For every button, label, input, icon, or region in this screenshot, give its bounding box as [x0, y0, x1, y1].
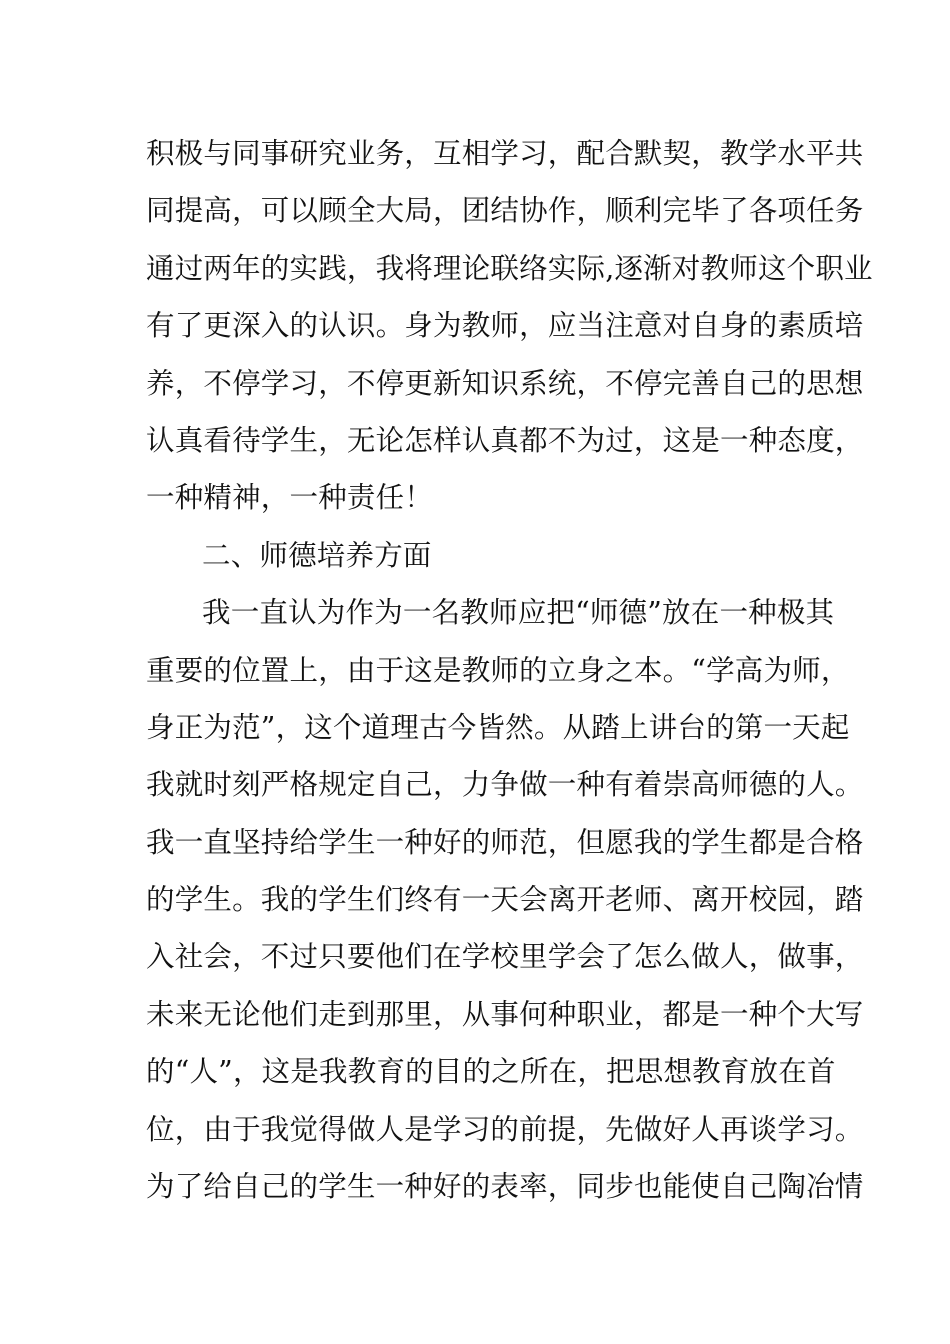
text-line: 通过两年的实践，我将理论联络实际,逐渐对教师这个职业 — [146, 251, 873, 285]
text-line: 积极与同事研究业务，互相学习，配合默契，教学水平共 — [146, 137, 864, 170]
text-line: 认真看待学生，无论怎样认真都不为过，这是一种态度， — [146, 423, 864, 457]
text-line: 有了更深入的认识。身为教师，应当注意对自身的素质培 — [146, 309, 864, 343]
text-line: 入社会，不过只要他们在学校里学会了怎么做人，做事， — [146, 940, 864, 974]
text-line: 我一直认为作为一名教师应把“师德”放在一种极其 — [202, 596, 835, 630]
text-line: 的学生。我的学生们终有一天会离开老师、离开校园，踏 — [146, 883, 864, 917]
text-line: 为了给自己的学生一种好的表率，同步也能使自己陶冶情 — [146, 1170, 864, 1204]
text-line: 一种精神，一种责任！ — [146, 481, 434, 515]
section-heading: 二、师德培养方面 — [202, 538, 432, 572]
text-line: 身正为范”，这个道理古今皆然。从踏上讲台的第一天起 — [146, 710, 850, 744]
text-line: 我一直坚持给学生一种好的师范，但愿我的学生都是合格 — [146, 825, 864, 859]
text-line: 位，由于我觉得做人是学习的前提，先做好人再谈学习。 — [146, 1112, 864, 1146]
document-body — [146, 132, 873, 1222]
text-line: 未来无论他们走到那里，从事何种职业，都是一种个大写 — [146, 997, 864, 1031]
text-line: 我就时刻严格规定自己，力争做一种有着崇高师德的人。 — [146, 768, 864, 802]
text-line: 养，不停学习，不停更新知识系统，不停完善自己的思想 — [146, 366, 864, 400]
text-line: 同提高，可以顾全大局，团结协作，顺利完毕了各项任务 — [146, 194, 864, 228]
text-line: 的“人”，这是我教育的目的之所在，把思想教育放在首 — [146, 1055, 836, 1089]
text-line: 重要的位置上，由于这是教师的立身之本。“学高为师， — [146, 653, 850, 687]
